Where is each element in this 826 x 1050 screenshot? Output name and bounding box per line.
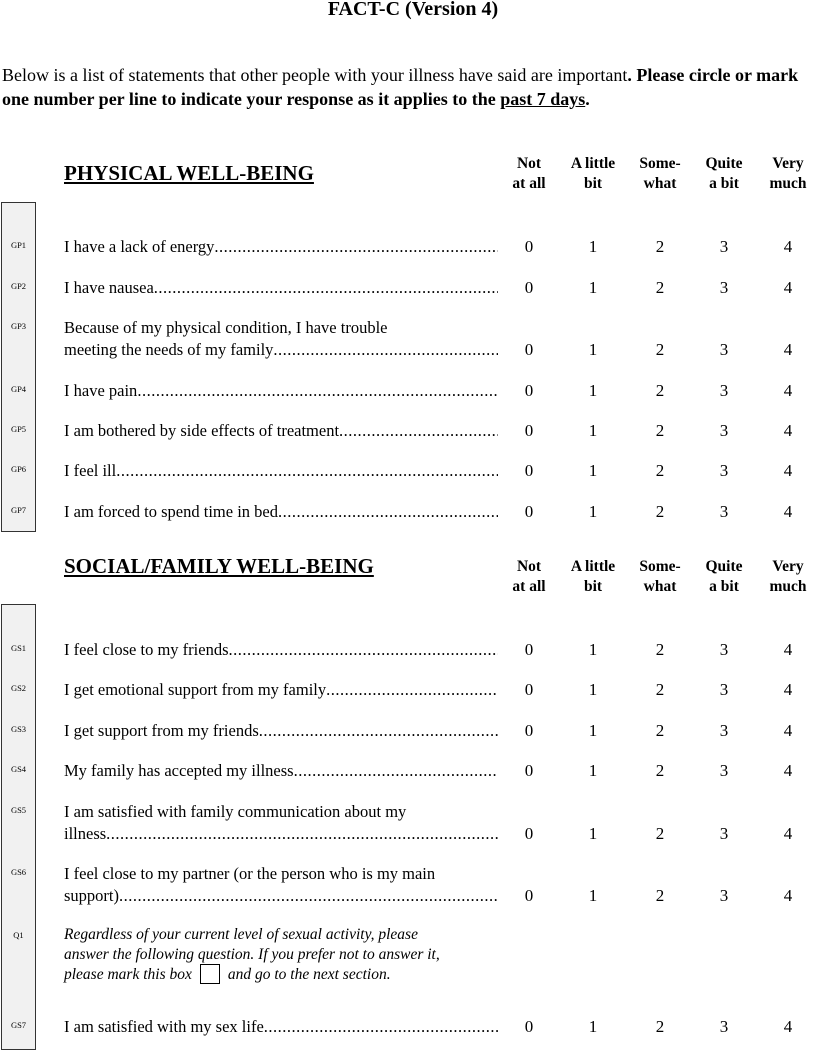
instructions-timeframe: past 7 days xyxy=(500,89,586,109)
dot-leader xyxy=(214,236,498,258)
col-head-quite-a-bit: Quite a bit xyxy=(705,558,743,595)
response-option[interactable]: 3 xyxy=(719,761,729,780)
dot-leader xyxy=(273,339,498,361)
item-statement: Because of my physical condition, I have trouble meeting the needs of my family ..... xyxy=(64,317,498,361)
response-option[interactable]: 1 xyxy=(588,237,598,256)
response-option[interactable]: 1 xyxy=(588,761,598,780)
response-option[interactable]: 4 xyxy=(783,278,793,297)
item-code: GS1 xyxy=(10,643,27,653)
response-option[interactable]: 3 xyxy=(719,721,729,740)
response-option[interactable]: 1 xyxy=(588,278,598,297)
response-option[interactable]: 0 xyxy=(524,461,534,480)
item-statement: I have a lack of energy ..... xyxy=(64,236,498,258)
response-option[interactable]: 2 xyxy=(655,886,665,905)
instructions-text: Below is a list of statements that other people with your illness have said are important xyxy=(2,65,628,85)
response-option[interactable]: 0 xyxy=(524,824,534,843)
response-option[interactable]: 3 xyxy=(719,680,729,699)
response-option[interactable]: 3 xyxy=(719,1017,729,1036)
item-statement: My family has accepted my illness ..... xyxy=(64,760,498,782)
dot-leader xyxy=(264,1016,498,1038)
response-option[interactable]: 1 xyxy=(588,421,598,440)
response-option[interactable]: 4 xyxy=(783,824,793,843)
response-option[interactable]: 0 xyxy=(524,381,534,400)
response-option[interactable]: 4 xyxy=(783,886,793,905)
response-option[interactable]: 0 xyxy=(524,502,534,521)
item-statement: I get emotional support from my family ..... xyxy=(64,679,498,701)
response-option[interactable]: 3 xyxy=(719,461,729,480)
response-option[interactable]: 1 xyxy=(588,381,598,400)
response-option[interactable]: 0 xyxy=(524,421,534,440)
dot-leader xyxy=(106,823,498,845)
response-option[interactable]: 2 xyxy=(655,761,665,780)
response-option[interactable]: 4 xyxy=(783,381,793,400)
dot-leader xyxy=(116,460,498,482)
col-head-not-at-all: Not at all xyxy=(512,155,546,192)
dot-leader xyxy=(259,720,498,742)
response-option[interactable]: 2 xyxy=(655,721,665,740)
dot-leader xyxy=(326,679,498,701)
col-head-not-at-all: Not at all xyxy=(512,558,546,595)
item-code: Q1 xyxy=(13,930,24,940)
item-statement: I am satisfied with my sex life ..... xyxy=(64,1016,498,1038)
item-code: GP2 xyxy=(10,281,27,291)
response-option[interactable]: 4 xyxy=(783,461,793,480)
dot-leader xyxy=(137,380,498,402)
item-statement: I feel ill ..... xyxy=(64,460,498,482)
item-statement: I am bothered by side effects of treatment ..... xyxy=(64,420,498,442)
response-option[interactable]: 0 xyxy=(524,886,534,905)
dot-leader xyxy=(278,501,498,523)
prefer-not-to-answer-checkbox[interactable] xyxy=(200,964,220,984)
item-statement: I am satisfied with family communication about my illness ..... xyxy=(64,801,498,845)
dot-leader xyxy=(294,760,498,782)
response-option[interactable]: 2 xyxy=(655,278,665,297)
response-option[interactable]: 0 xyxy=(524,278,534,297)
instructions-bold: . Please circle or mark one number per line to indicate your response as it applies to the past 7 days. xyxy=(2,65,799,109)
response-option[interactable]: 3 xyxy=(719,421,729,440)
response-option[interactable]: 4 xyxy=(783,1017,793,1036)
q1-instruction: Regardless of your current level of sexual activity, please answer the following question. If you prefer not to answer it, please mark this box and go to the next section. xyxy=(64,926,440,983)
item-code: GS4 xyxy=(10,764,27,774)
item-statement: I feel close to my friends ..... xyxy=(64,639,498,661)
response-option[interactable]: 1 xyxy=(588,886,598,905)
section-title-physical: PHYSICAL WELL-BEING xyxy=(64,161,314,185)
response-option[interactable]: 1 xyxy=(588,721,598,740)
response-option[interactable]: 3 xyxy=(719,824,729,843)
response-option[interactable]: 4 xyxy=(783,721,793,740)
section-title-social: SOCIAL/FAMILY WELL-BEING xyxy=(64,554,374,578)
item-statement: I get support from my friends ..... xyxy=(64,720,498,742)
response-option[interactable]: 3 xyxy=(719,381,729,400)
dot-leader xyxy=(339,420,498,442)
item-code: GP1 xyxy=(10,240,27,250)
item-statement: I am forced to spend time in bed ..... xyxy=(64,501,498,523)
col-head-very-much: Very much xyxy=(769,155,807,192)
col-head-a-little-bit: A little bit xyxy=(570,155,616,192)
response-option[interactable]: 2 xyxy=(655,502,665,521)
response-option[interactable]: 1 xyxy=(588,461,598,480)
response-option[interactable]: 0 xyxy=(524,721,534,740)
col-head-somewhat: Some- what xyxy=(639,155,681,192)
item-statement: I feel close to my partner (or the person who is my main support) ..... xyxy=(64,863,498,907)
response-option[interactable]: 2 xyxy=(655,237,665,256)
item-code-column-physical xyxy=(1,202,36,532)
response-option[interactable]: 1 xyxy=(588,1017,598,1036)
response-option[interactable]: 3 xyxy=(719,640,729,659)
item-code: GS5 xyxy=(10,805,27,815)
item-code-column-social xyxy=(1,604,36,1050)
response-option[interactable]: 2 xyxy=(655,381,665,400)
item-code: GP4 xyxy=(10,384,27,394)
item-statement: I have pain ..... xyxy=(64,380,498,402)
col-head-quite-a-bit: Quite a bit xyxy=(705,155,743,192)
item-code: GS7 xyxy=(10,1020,27,1030)
item-code: GS2 xyxy=(10,683,27,693)
instructions xyxy=(2,63,826,111)
response-option[interactable]: 1 xyxy=(588,680,598,699)
dot-leader xyxy=(154,277,498,299)
response-option[interactable]: 4 xyxy=(783,761,793,780)
response-option[interactable]: 4 xyxy=(783,680,793,699)
response-option[interactable]: 1 xyxy=(588,824,598,843)
response-option[interactable]: 4 xyxy=(783,340,793,359)
item-code: GP3 xyxy=(10,321,27,331)
response-option[interactable]: 4 xyxy=(783,502,793,521)
response-option[interactable]: 3 xyxy=(719,502,729,521)
col-head-somewhat: Some- what xyxy=(639,558,681,595)
response-option[interactable]: 0 xyxy=(524,1017,534,1036)
response-option[interactable]: 2 xyxy=(655,1017,665,1036)
response-option[interactable]: 0 xyxy=(524,680,534,699)
response-option[interactable]: 2 xyxy=(655,680,665,699)
response-option[interactable]: 4 xyxy=(783,237,793,256)
response-option[interactable]: 4 xyxy=(783,640,793,659)
response-option[interactable]: 3 xyxy=(719,278,729,297)
response-option[interactable]: 2 xyxy=(655,421,665,440)
response-option[interactable]: 1 xyxy=(588,340,598,359)
response-option[interactable]: 4 xyxy=(783,421,793,440)
response-option[interactable]: 0 xyxy=(524,761,534,780)
response-option[interactable]: 2 xyxy=(655,340,665,359)
col-head-very-much: Very much xyxy=(769,558,807,595)
response-option[interactable]: 3 xyxy=(719,886,729,905)
form-title: FACT-C (Version 4) xyxy=(327,0,499,20)
item-code: GP6 xyxy=(10,464,27,474)
col-head-a-little-bit: A little bit xyxy=(570,558,616,595)
response-option[interactable]: 1 xyxy=(588,502,598,521)
dot-leader xyxy=(228,639,498,661)
item-code: GP5 xyxy=(10,424,27,434)
response-option[interactable]: 0 xyxy=(524,640,534,659)
dot-leader xyxy=(119,885,498,907)
response-option[interactable]: 2 xyxy=(655,640,665,659)
response-option[interactable]: 2 xyxy=(655,461,665,480)
response-option[interactable]: 0 xyxy=(524,340,534,359)
item-code: GP7 xyxy=(10,505,27,515)
item-statement: I have nausea ..... xyxy=(64,277,498,299)
item-code: GS6 xyxy=(10,867,27,877)
item-code: GS3 xyxy=(10,724,27,734)
response-option[interactable]: 2 xyxy=(655,824,665,843)
response-option[interactable]: 3 xyxy=(719,340,729,359)
response-option[interactable]: 1 xyxy=(588,640,598,659)
response-option[interactable]: 0 xyxy=(524,237,534,256)
response-option[interactable]: 3 xyxy=(719,237,729,256)
